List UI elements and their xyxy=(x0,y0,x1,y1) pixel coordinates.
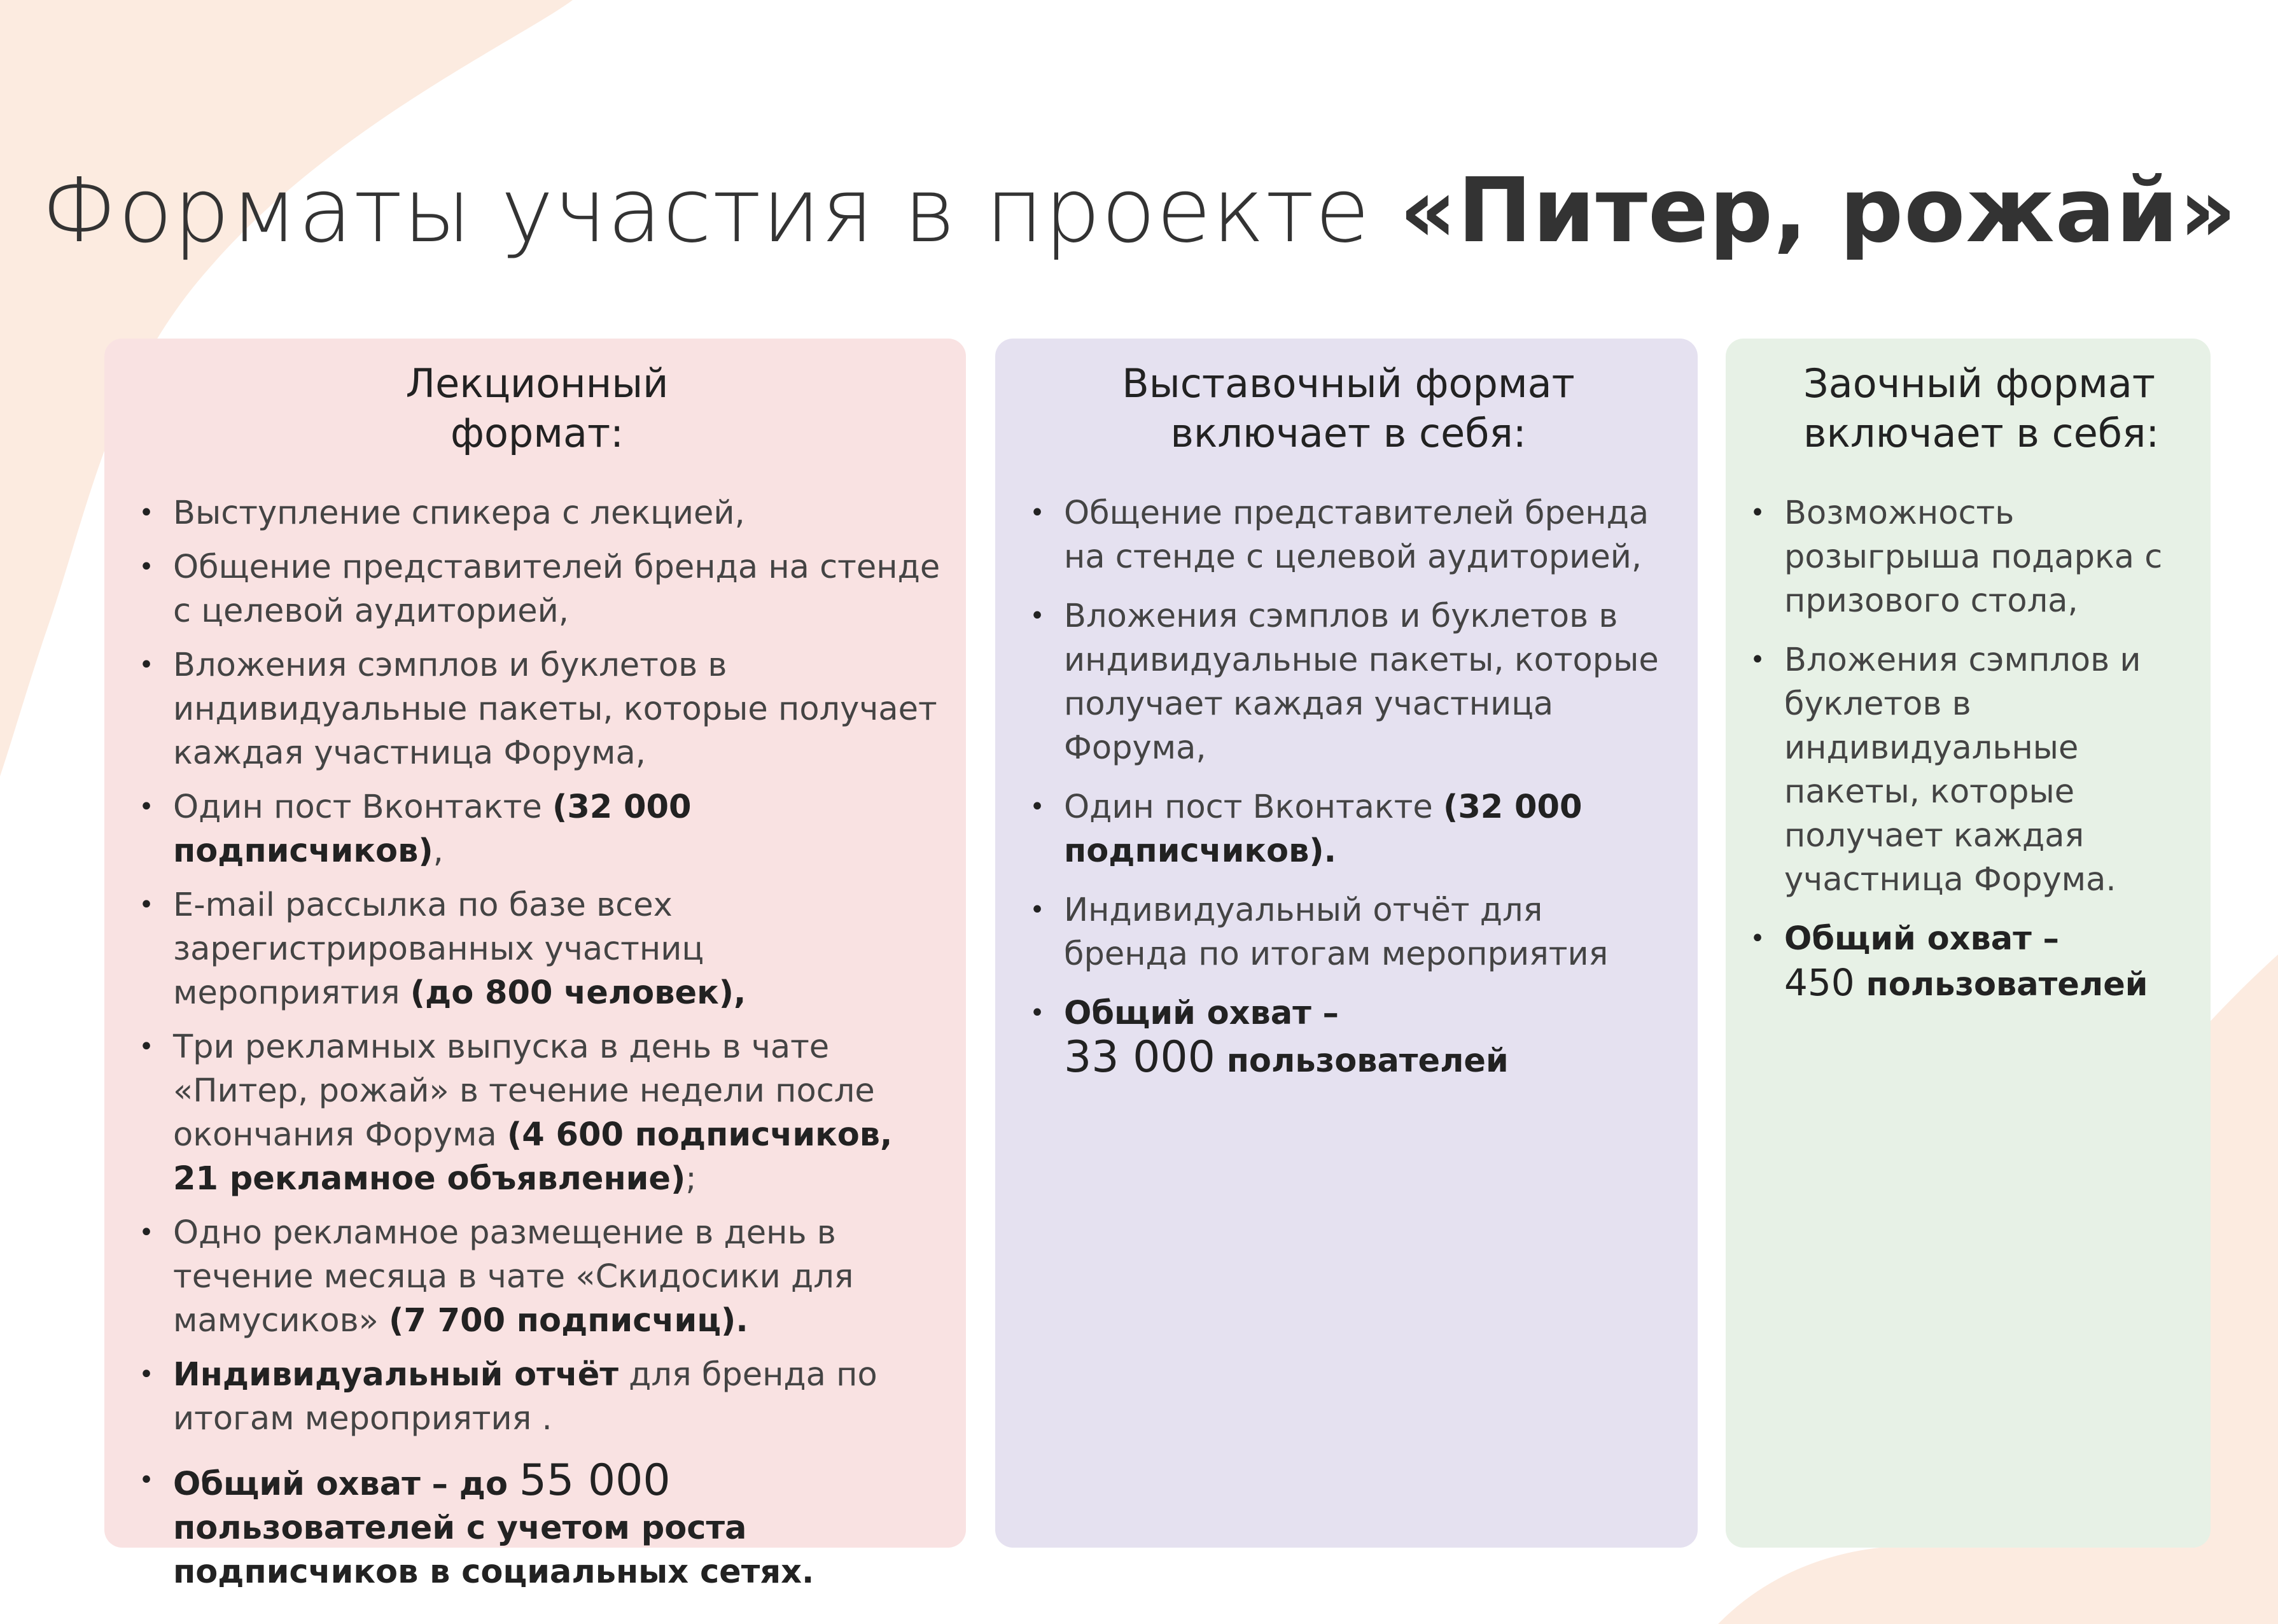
item-text: E-mail рассылка по базе всех зарегистрированных участниц мероприятия xyxy=(173,886,704,1012)
bullet-icon: • xyxy=(139,650,154,680)
page-title-project: «Питер, рожай» xyxy=(1399,159,2237,263)
card-title xyxy=(134,359,940,458)
item-text: Вложения сэмплов и буклетов в индивидуальные пакеты, которые получает каждая участница Форума, xyxy=(1064,598,1659,767)
item-text: Общение представителей бренда на стенде с целевой аудиторией, xyxy=(1064,494,1649,576)
bullet-icon: • xyxy=(139,498,154,528)
bullet-icon: • xyxy=(139,1032,154,1061)
item-text: , xyxy=(433,832,444,870)
bullet-icon: • xyxy=(1750,645,1765,675)
item-text: Вложения сэмплов и буклетов в индивидуальные пакеты, которые получает каждая участница Форума, xyxy=(173,647,937,772)
bullet-icon: • xyxy=(1750,924,1765,953)
card-title-line: формат: xyxy=(450,410,624,456)
item-text: Индивидуальный отчёт для бренда по итогам мероприятия xyxy=(1064,892,1609,973)
bullet-icon: • xyxy=(139,552,154,582)
card-title-line: включает в себя: xyxy=(1170,410,1527,456)
bullet-icon: • xyxy=(139,890,154,920)
list-item xyxy=(134,1353,940,1441)
item-text: Одно рекламное размещение в день в течение месяца в чате «Скидосики для мамусиков» xyxy=(173,1214,854,1340)
item-text: Выступление спикера с лекцией, xyxy=(173,494,745,532)
total-reach-item xyxy=(1745,917,2191,1007)
item-text: Общение представителей бренда на стенде с целевой аудиторией, xyxy=(173,549,940,630)
list-item xyxy=(134,1211,940,1343)
reach-number: 55 000 xyxy=(519,1455,671,1506)
list-item xyxy=(1024,491,1672,579)
item-text: ; xyxy=(685,1160,697,1198)
reach-suffix: пользователей xyxy=(1854,966,2148,1004)
total-reach-item xyxy=(134,1455,940,1594)
list-item xyxy=(1024,785,1672,873)
item-highlight: (7 700 подписчиц). xyxy=(389,1302,748,1340)
exhibition-format-card xyxy=(995,339,1698,1548)
bullet-icon: • xyxy=(1030,895,1045,925)
item-highlight: (4 600 подписчиков, 21 рекламное объявление) xyxy=(173,1116,893,1198)
item-text: Один пост Вконтакте xyxy=(173,788,553,826)
reach-number: 33 000 xyxy=(1064,1032,1215,1082)
bullet-icon: • xyxy=(139,1218,154,1247)
reach-number: 450 xyxy=(1784,961,1855,1004)
feature-list xyxy=(1745,491,2191,1007)
list-item xyxy=(1024,594,1672,770)
item-text: Один пост Вконтакте xyxy=(1064,788,1444,826)
card-title xyxy=(1024,359,1672,458)
reach-label: Общий охват – xyxy=(1784,920,2060,958)
bullet-icon: • xyxy=(139,1466,154,1495)
page-title xyxy=(0,158,2278,265)
list-item xyxy=(1745,638,2191,902)
item-text: Вложения сэмплов и буклетов в индивидуальные пакеты, которые получает каждая участница Форума. xyxy=(1784,641,2141,899)
bullet-icon: • xyxy=(1030,498,1045,528)
bullet-icon: • xyxy=(139,1360,154,1389)
card-title-line: Лекционный xyxy=(405,360,669,407)
item-highlight: (32 000 подписчиков) xyxy=(173,788,692,870)
card-title xyxy=(1745,359,2191,458)
bullet-icon: • xyxy=(139,792,154,822)
item-highlight: (до 800 человек), xyxy=(410,974,746,1012)
list-item xyxy=(134,883,940,1015)
reach-label: Общий охват – до xyxy=(173,1466,519,1503)
card-title-line: Выставочный формат xyxy=(1122,360,1575,407)
reach-suffix: пользователей с учетом роста подписчиков в социальных сетях. xyxy=(173,1509,814,1591)
list-item xyxy=(134,491,940,535)
feature-list xyxy=(1024,491,1672,1083)
list-item xyxy=(134,545,940,633)
list-item xyxy=(134,1025,940,1201)
total-reach-item xyxy=(1024,991,1672,1083)
item-text: Три рекламных выпуска в день в чате «Питер, рожай» в течение недели после окончания Форума xyxy=(173,1028,875,1154)
bullet-icon: • xyxy=(1750,498,1765,528)
reach-label: Общий охват – xyxy=(1064,995,1339,1032)
page-title-plain: Форматы участия в проекте xyxy=(41,159,1400,263)
bullet-icon: • xyxy=(1030,998,1045,1028)
list-item xyxy=(1745,491,2191,623)
item-text: Возможность розыгрыша подарка с призового стола, xyxy=(1784,494,2163,620)
item-highlight: (32 000 подписчиков). xyxy=(1064,788,1583,870)
feature-list xyxy=(134,491,940,1594)
bullet-icon: • xyxy=(1030,601,1045,631)
bullet-icon: • xyxy=(1030,792,1045,822)
remote-format-card xyxy=(1726,339,2211,1548)
bottom-right-blob xyxy=(1718,1546,2278,1624)
item-highlight: Индивидуальный отчёт xyxy=(173,1356,618,1394)
reach-suffix: пользователей xyxy=(1215,1042,1509,1080)
card-title-line: включает в себя: xyxy=(1803,410,2160,456)
list-item xyxy=(134,785,940,873)
card-title-line: Заочный формат xyxy=(1803,360,2155,407)
list-item xyxy=(1024,888,1672,976)
list-item xyxy=(134,643,940,775)
lecture-format-card xyxy=(104,339,966,1591)
item-text: для бренда по итогам мероприятия . xyxy=(173,1356,877,1438)
